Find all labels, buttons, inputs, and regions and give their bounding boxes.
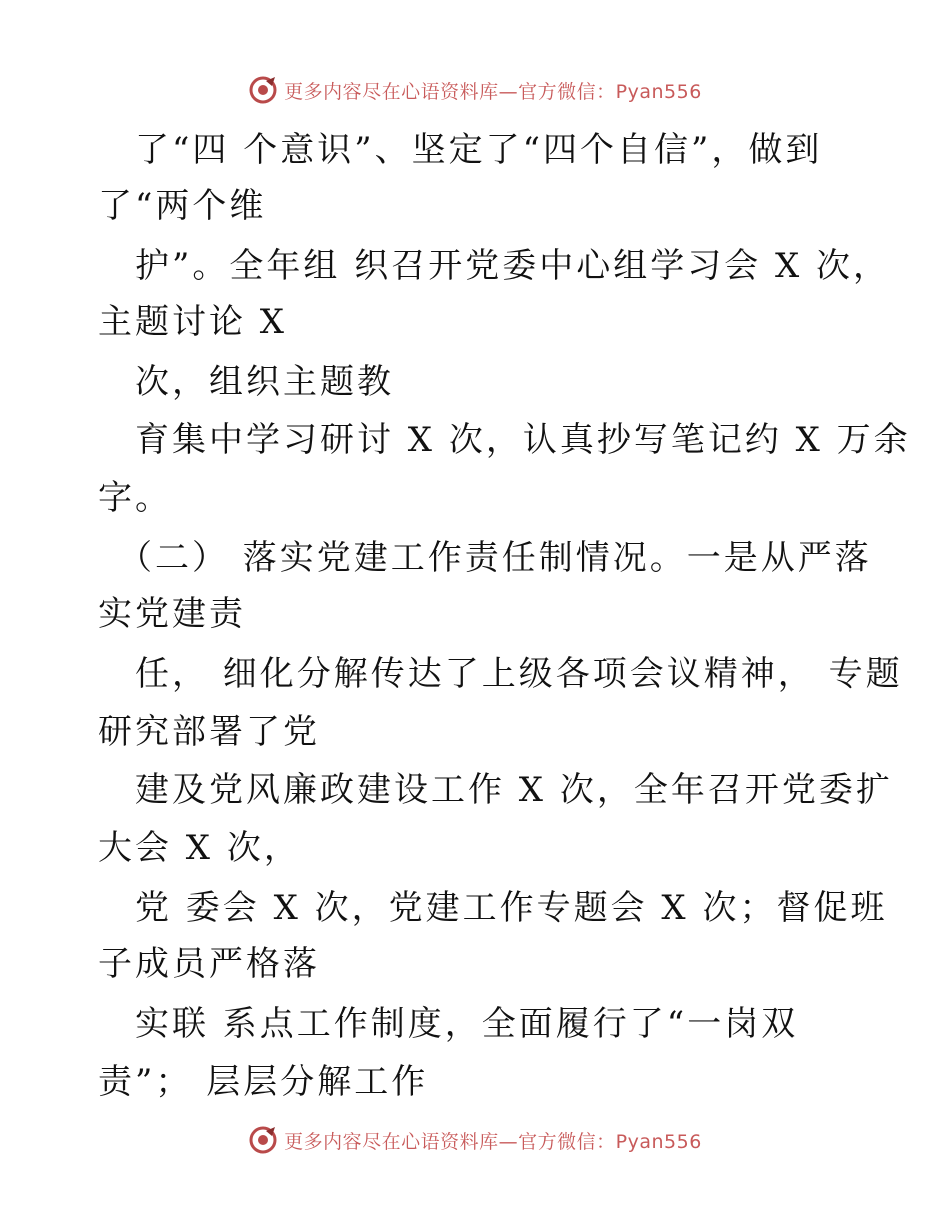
text-line: 责”； 层层分解工作 <box>98 1062 429 1102</box>
footer-watermark <box>0 1120 950 1160</box>
seal-pen-icon <box>248 1125 278 1155</box>
text-line: 子成员严格落 <box>98 944 320 984</box>
text-line: 实党建责 <box>98 594 246 634</box>
text-line: 大会 X 次， <box>98 828 301 868</box>
watermark-text: 更多内容尽在心语资料库—官方微信：Pyan556 <box>284 1130 702 1153</box>
text-line: 党 委会 X 次，党建工作专题会 X 次；督促班 <box>135 888 888 928</box>
text-line: 建及党风廉政建设工作 X 次，全年召开党委扩 <box>135 770 893 810</box>
text-line: 主题讨论 X <box>98 302 288 342</box>
text-line: 任， 细化分解传达了上级各项会议精神， 专题 <box>135 654 903 694</box>
watermark-text: 更多内容尽在心语资料库—官方微信：Pyan556 <box>284 80 702 103</box>
text-line: 字。 <box>98 478 172 518</box>
text-line: 研究部署了党 <box>98 712 320 752</box>
text-line: 了“两个维 <box>98 186 267 226</box>
text-line: 实联 系点工作制度，全面履行了“一岗双 <box>135 1004 799 1044</box>
text-line: （二） 落实党建工作责任制情况。一是从严落 <box>118 538 872 578</box>
text-line: 护”。全年组 织召开党委中心组学习会 X 次， <box>135 246 891 286</box>
text-line: 育集中学习研讨 X 次，认真抄写笔记约 X 万余 <box>135 420 911 460</box>
text-line: 了“四 个意识”、坚定了“四个自信”，做到 <box>135 130 823 170</box>
text-line: 次，组织主题教 <box>135 362 394 402</box>
